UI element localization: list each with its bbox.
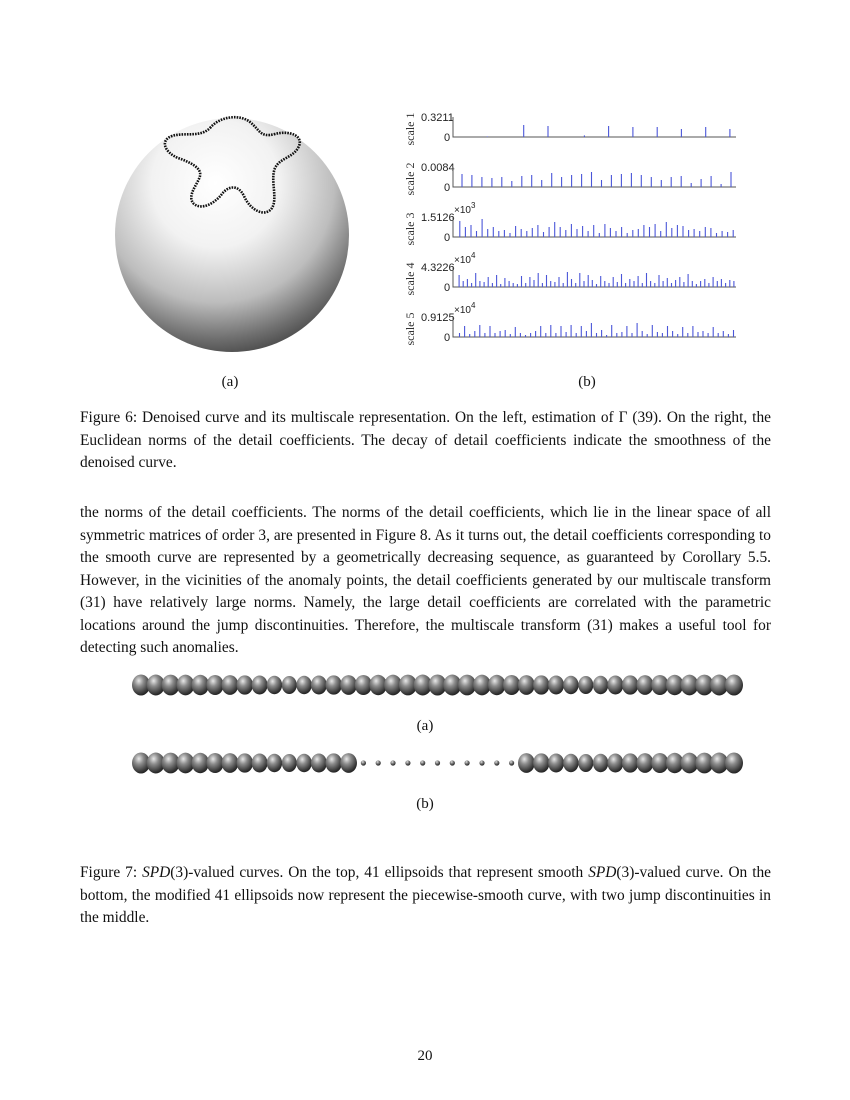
scale-panel-2 — [403, 162, 736, 195]
ytick-max: 0.3211 — [421, 112, 454, 124]
ellipsoid — [435, 760, 440, 765]
ellipsoid — [222, 753, 239, 773]
axis-lines — [453, 217, 736, 237]
sphere-surface — [115, 118, 349, 352]
ellipsoid — [192, 675, 209, 695]
figure6-multiscale-chart — [400, 100, 745, 350]
axis-lines — [453, 117, 736, 137]
figure7-panel-a-label: (a) — [416, 718, 434, 734]
ellipsoid — [479, 760, 484, 765]
ellipsoid — [548, 754, 564, 773]
ytick-zero: 0 — [444, 132, 451, 144]
axis-multiplier: $\times 10^3$ — [454, 201, 476, 216]
scale-label: scale 4 — [403, 262, 417, 296]
ytick-max: 4.3226 — [421, 262, 455, 274]
ellipsoid — [563, 754, 578, 772]
figure6-panel-a-label: (a) — [221, 374, 239, 390]
ellipsoid — [725, 753, 743, 774]
ellipsoid — [622, 753, 638, 772]
ellipsoid — [725, 675, 743, 696]
ellipsoid — [282, 754, 297, 772]
ellipsoid — [340, 675, 357, 695]
ellipsoid — [548, 676, 564, 695]
scale-panel-5 — [403, 301, 736, 345]
ellipsoid — [207, 753, 224, 773]
figure6-sphere — [110, 100, 360, 355]
ellipsoid — [237, 753, 253, 772]
ellipsoid — [488, 675, 505, 695]
ellipsoid — [237, 675, 253, 694]
ellipsoid — [326, 753, 342, 772]
ellipsoid — [518, 675, 535, 695]
ellipsoid — [296, 754, 311, 772]
ellipsoid — [311, 676, 327, 695]
ellipsoid — [222, 675, 239, 695]
ellipsoid — [390, 760, 395, 765]
ellipsoid — [578, 754, 593, 772]
ellipsoid — [267, 676, 282, 694]
ellipsoid — [651, 675, 668, 695]
ellipsoid — [376, 760, 381, 765]
ellipsoid — [420, 760, 425, 765]
ellipsoid — [450, 760, 455, 765]
ellipsoid — [311, 754, 327, 773]
ellipsoid — [503, 675, 520, 695]
figure7-row-smooth — [125, 670, 750, 700]
ellipsoid — [252, 676, 268, 695]
scale-label: scale 2 — [403, 162, 417, 196]
ytick-zero: 0 — [444, 332, 451, 344]
ellipsoid — [607, 754, 623, 773]
ellipsoid — [361, 760, 366, 765]
scale-label: scale 3 — [403, 212, 417, 246]
scale-panel-3 — [403, 201, 736, 245]
axis-multiplier: $\times 10^4$ — [454, 251, 476, 266]
scale-label: scale 5 — [403, 312, 417, 346]
ellipsoid — [192, 753, 209, 773]
ellipsoid — [282, 676, 297, 694]
scale-panel-1 — [403, 112, 736, 145]
ellipsoid — [405, 760, 410, 765]
ellipsoid — [326, 675, 342, 694]
ellipsoid — [340, 753, 357, 773]
ytick-zero: 0 — [444, 232, 451, 244]
ellipsoid — [637, 753, 654, 773]
ellipsoid — [563, 676, 578, 694]
axis-multiplier: $\times 10^4$ — [454, 301, 476, 316]
ellipsoid — [509, 760, 514, 765]
ellipsoid — [533, 675, 549, 694]
ytick-zero: 0 — [444, 282, 451, 294]
spd-symbol: SPD — [588, 864, 617, 881]
figure7-caption: Figure 7: SPD(3)-valued curves. On the top, 41 ellipsoids that represent smooth SPD(3)-valued curve. On the bottom, the modified 41 ellipsoids now represent the piecewise-smooth curve, with two jump discontinuities in the middle. — [80, 864, 772, 926]
figure7-row-piecewise — [125, 748, 750, 778]
ellipsoid — [578, 676, 593, 694]
ellipsoid — [607, 676, 623, 695]
ytick-max: 1.5126 — [421, 212, 455, 224]
ytick-max: 0.9125 — [421, 312, 455, 324]
ellipsoid — [651, 753, 668, 773]
axis-lines — [453, 167, 736, 187]
ytick-max: 0.0084 — [421, 162, 455, 174]
ellipsoid — [593, 754, 608, 772]
ellipsoid — [518, 753, 535, 773]
ellipsoid — [593, 676, 608, 694]
ytick-zero: 0 — [444, 182, 451, 194]
ellipsoid — [267, 754, 282, 772]
spd-symbol: SPD — [142, 864, 171, 881]
figure6-panel-b-label: (b) — [578, 374, 596, 390]
body-paragraph: the norms of the detail coefficients. The norms of the detail coefficients, which lie in the linear space of all symmetric matrices of order 3, are presented in Figure 8. As it turns out, the detail coefficients corresponding to the smooth curve are represented by a geometrically decreasing sequence, as guaranteed by Corollary 5.5. However, in the vicinities of the anomaly points, the detail coefficients generated by our multiscale transform (31) have relatively large norms. Namely, the large detail coefficients are correlated with the parametric locations around the jump discontinuities. Therefore, the multiscale transform (31) makes a useful tool for detecting such anomalies. — [80, 504, 771, 656]
ellipsoid — [355, 675, 372, 695]
figure7-panel-b-label: (b) — [416, 796, 434, 812]
page-number: 20 — [417, 1048, 433, 1064]
ellipsoid — [207, 675, 224, 695]
ellipsoid — [622, 675, 638, 694]
scale-label: scale 1 — [403, 112, 417, 146]
axis-lines — [453, 267, 736, 287]
ellipsoid — [252, 754, 268, 773]
ellipsoid — [637, 675, 654, 695]
ellipsoid — [296, 676, 311, 694]
figure6-caption: Figure 6: Denoised curve and its multiscale representation. On the left, estimation of Γ (39). On the right, the Euclidean norms of the detail coefficients. The decay of detail coefficients indicate the smoothness of the denoised curve. — [80, 409, 771, 471]
scale-panel-4 — [403, 251, 736, 295]
ellipsoid — [465, 760, 470, 765]
ellipsoid — [533, 753, 549, 772]
ellipsoid — [494, 760, 499, 765]
